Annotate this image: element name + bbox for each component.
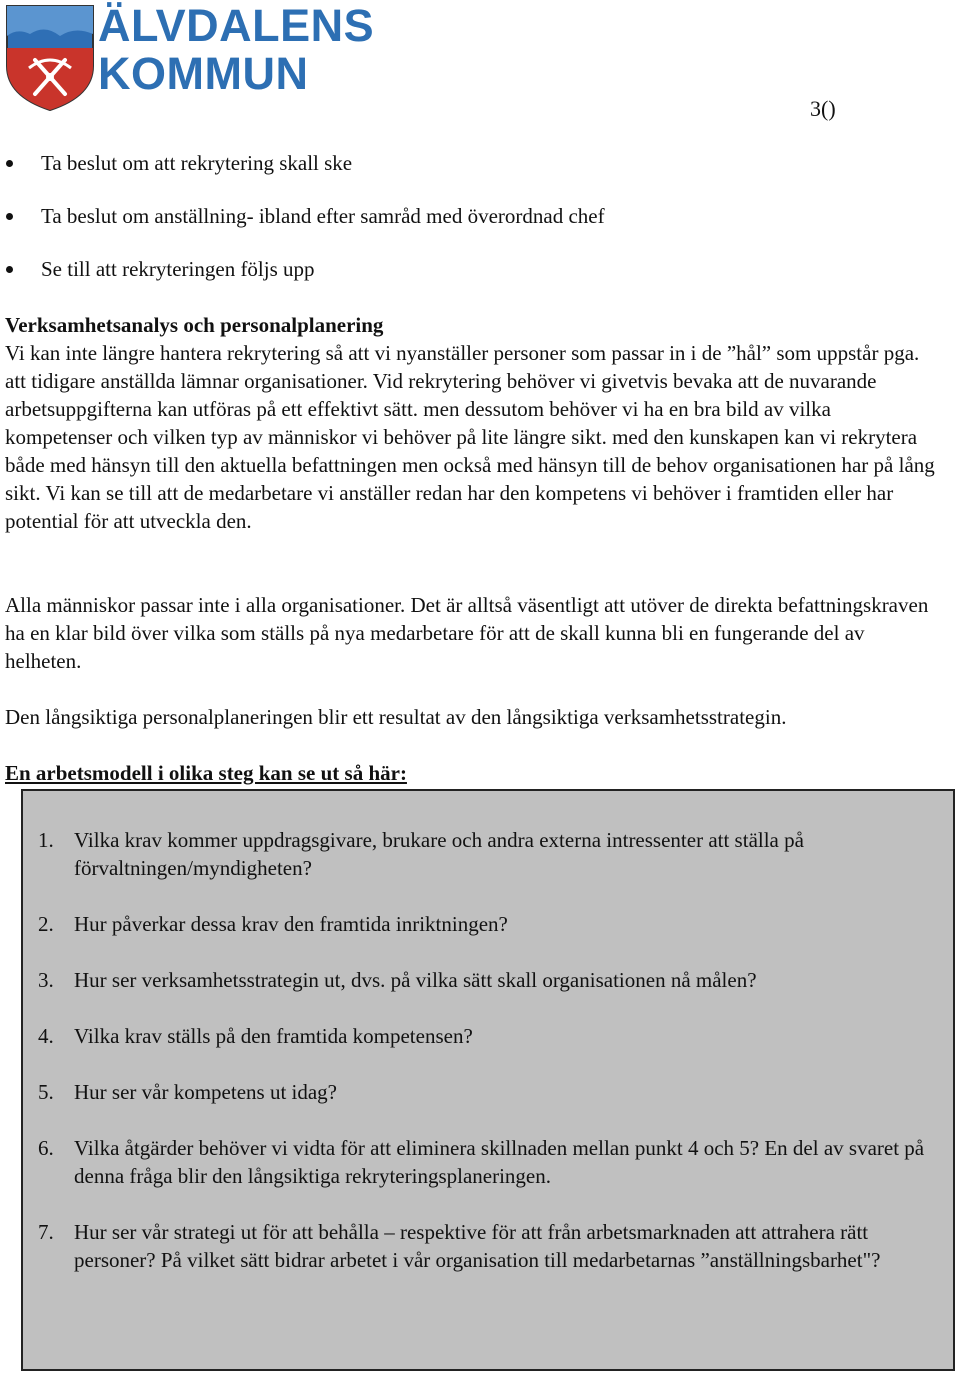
section-heading: Verksamhetsanalys och personalplanering xyxy=(5,313,384,337)
step-text: Hur påverkar dessa krav den framtida inriktningen? xyxy=(74,912,508,936)
step-number: 2. xyxy=(38,912,54,936)
section-block xyxy=(5,311,940,535)
step-text: Vilka krav ställs på den framtida kompetensen? xyxy=(74,1024,473,1048)
step-number: 3. xyxy=(38,968,54,992)
bullet-item xyxy=(0,201,960,254)
bullet-dot-icon xyxy=(6,266,13,273)
step-number: 4. xyxy=(38,1024,54,1048)
bullet-dot-icon xyxy=(6,160,13,167)
step-number: 7. xyxy=(38,1220,54,1244)
bullet-item xyxy=(0,254,960,307)
step-text: Vilka krav kommer uppdragsgivare, brukare och andra externa intressenter att ställa på förvaltningen/myndigheten? xyxy=(74,828,804,880)
brand-wordmark xyxy=(98,2,374,98)
step-number: 6. xyxy=(38,1136,54,1160)
paragraph: Alla människor passar inte i alla organisationer. Det är alltså väsentligt att utöver de direkta befattningskraven ha en klar bild över vilka som ställs på nya medarbetare för att de skall kunna bli en fungerande del av helheten. xyxy=(5,593,929,673)
brand-line-1: ÄLVDALENS xyxy=(98,0,375,51)
paragraph: Den långsiktiga personalplaneringen blir ett resultat av den långsiktiga verksamhetsstrategin. xyxy=(5,705,787,729)
step-text: Hur ser vår strategi ut för att behålla – respektive för att från arbetsmarknaden att attrahera rätt personer? På vilket sätt bidrar arbetet i vår organisation till medarbetarnas ”anställningsbarhet"? xyxy=(74,1220,881,1272)
bullet-item xyxy=(0,148,960,201)
bullet-text: Se till att rekryteringen följs upp xyxy=(41,257,315,281)
page-header xyxy=(0,0,960,120)
bullet-text: Ta beslut om att rekrytering skall ske xyxy=(41,151,353,175)
bullet-text: Ta beslut om anställning- ibland efter samråd med överordnad chef xyxy=(41,204,605,228)
step-number: 5. xyxy=(38,1080,54,1104)
model-steps-box xyxy=(21,789,955,1371)
page-number: 3() xyxy=(810,96,836,121)
brand-line-2: KOMMUN xyxy=(98,48,309,99)
bullet-dot-icon xyxy=(6,213,13,220)
step-text: Vilka åtgärder behöver vi vidta för att eliminera skillnaden mellan punkt 4 och 5? En del av svaret på denna fråga blir den långsiktiga rekryteringsplaneringen. xyxy=(74,1136,925,1188)
step-text: Hur ser vår kompetens ut idag? xyxy=(74,1080,338,1104)
bullet-list xyxy=(0,148,960,307)
step-number: 1. xyxy=(38,828,54,852)
municipal-coat-of-arms-icon xyxy=(5,4,95,112)
paragraph: Vi kan inte längre hantera rekrytering så att vi nyanställer personer som passar in i de ”hål” som uppstår pga. att tidigare anställda lämnar organisationer. Vid rekrytering behöver vi givetvis bevaka att de nuvarande arbetsuppgifterna kan utföras på ett effektivt sätt. men dessutom behöver vi ha en bra bild av vilka kompetenser och vilken typ av människor vi behöver på lite längre sikt. med den kunskapen kan vi rekrytera både med hänsyn till den aktuella befattningen men också med hänsyn till de behov organisationen har på lång sikt. Vi kan se till att de medarbetare vi anställer redan har den kompetens vi behöver i framtiden eller har potential för att utveckla den. xyxy=(5,341,935,533)
model-heading: En arbetsmodell i olika steg kan se ut så här: xyxy=(5,761,407,785)
step-text: Hur ser verksamhetsstrategin ut, dvs. på vilka sätt skall organisationen nå målen? xyxy=(74,968,757,992)
